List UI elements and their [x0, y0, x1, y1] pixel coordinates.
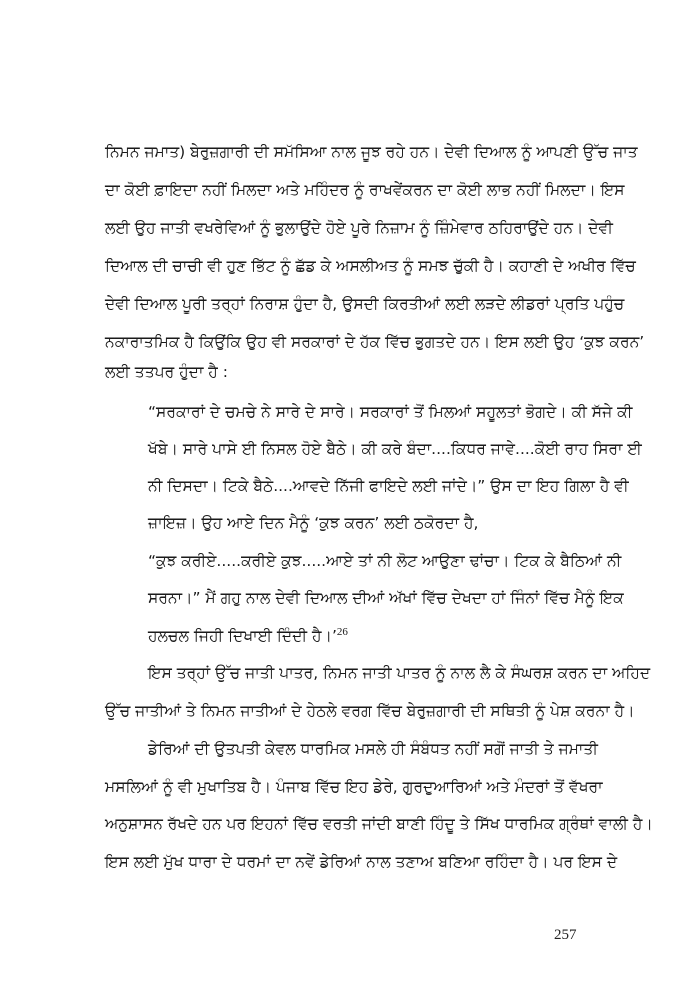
- page-number: 257: [554, 927, 577, 943]
- text-line: ਮਸਲਿਆਂ ਨੂੰ ਵੀ ਮੁਖਾਤਿਬ ਹੈ। ਪੰਜਾਬ ਵਿੱਚ ਇਹ ਡੇਰੇ, ਗੁਰਦੁਆਰਿਆਂ ਅਤੇ ਮੰਦਰਾਂ ਤੋਂ ਵੱਖਰਾ: [105, 778, 603, 796]
- quote-line-last: [148, 626, 595, 646]
- text-line: ਦਾ ਕੋਈ ਫ਼ਾਇਦਾ ਨਹੀਂ ਮਿਲਦਾ ਅਤੇ ਮਹਿੰਦਰ ਨੂੰ ਰਾਖਵੇਂਕਰਨ ਦਾ ਕੋਈ ਲਾਭ ਨਹੀਂ ਮਿਲਦਾ। ਇਸ: [105, 181, 625, 199]
- text-line: ਲਈ ਤਤਪਰ ਹੁੰਦਾ ਹੈ :: [105, 363, 228, 381]
- text-line: ਅਨੁਸ਼ਾਸਨ ਰੱਖਦੇ ਹਨ ਪਰ ਇਹਨਾਂ ਵਿੱਚ ਵਰਤੀ ਜਾਂਦੀ ਬਾਣੀ ਹਿੰਦੂ ਤੇ ਸਿੱਖ ਧਾਰਮਿਕ ਗ੍ਰੰਥਾਂ ਵਾਲੀ ਹੈ।: [105, 815, 653, 833]
- text-line: ਦੇਵੀ ਦਿਆਲ ਪੂਰੀ ਤਰ੍ਹਾਂ ਨਿਰਾਸ਼ ਹੁੰਦਾ ਹੈ, ਉਸਦੀ ਕਿਰਤੀਆਂ ਲਈ ਲੜਦੇ ਲੀਡਰਾਂ ਪ੍ਰਤਿ ਪਹੁੰਚ: [105, 295, 625, 313]
- quote-line: ਜ਼ਾਇਜ਼। ਉਹ ਆਏ ਦਿਨ ਮੈਨੂੰ ‘ਕੁਝ ਕਰਨ’ ਲਈ ਠਕੋਰਦਾ ਹੈ,: [148, 514, 479, 532]
- text-line: ਡੇਰਿਆਂ ਦੀ ਉਤਪਤੀ ਕੇਵਲ ਧਾਰਮਿਕ ਮਸਲੇ ਹੀ ਸੰਬੰਧਤ ਨਹੀਂ ਸਗੋਂ ਜਾਤੀ ਤੇ ਜਮਾਤੀ: [148, 740, 598, 758]
- quote-line: ਨੀ ਦਿਸਦਾ। ਟਿਕੇ ਬੈਠੇ....ਆਵਦੇ ਨਿੱਜੀ ਫਾਇਦੇ ਲਈ ਜਾਂਦੇ।” ਉਸ ਦਾ ਇਹ ਗਿਲਾ ਹੈ ਵੀ: [148, 477, 629, 495]
- text-line: ਇਸ ਤਰ੍ਹਾਂ ਉੱਚ ਜਾਤੀ ਪਾਤਰ, ਨਿਮਨ ਜਾਤੀ ਪਾਤਰ ਨੂੰ ਨਾਲ ਲੈ ਕੇ ਸੰਘਰਸ਼ ਕਰਨ ਦਾ ਅਹਿਦ: [148, 664, 651, 682]
- text-line: ਲਈ ਉਹ ਜਾਤੀ ਵਖਰੇਵਿਆਂ ਨੂੰ ਭੁਲਾਉਂਦੇ ਹੋਏ ਪੂਰੇ ਨਿਜ਼ਾਮ ਨੂੰ ਜ਼ਿੰਮੇਵਾਰ ਠਹਿਰਾਉਂਦੇ ਹਨ। ਦੇਵੀ: [105, 219, 613, 237]
- text-line: ਉੱਚ ਜਾਤੀਆਂ ਤੇ ਨਿਮਨ ਜਾਤੀਆਂ ਦੇ ਹੇਠਲੇ ਵਰਗ ਵਿੱਚ ਬੇਰੁਜ਼ਗਾਰੀ ਦੀ ਸਥਿਤੀ ਨੂੰ ਪੇਸ਼ ਕਰਨਾ ਹੈ।: [105, 702, 635, 720]
- text-line: ਇਸ ਲਈ ਮੁੱਖ ਧਾਰਾ ਦੇ ਧਰਮਾਂ ਦਾ ਨਵੇਂ ਡੇਰਿਆਂ ਨਾਲ ਤਣਾਅ ਬਣਿਆ ਰਹਿੰਦਾ ਹੈ। ਪਰ ਇਸ ਦੇ: [105, 853, 618, 871]
- quote-line: ਸਰਨਾ।” ਮੈਂ ਗਹੁ ਨਾਲ ਦੇਵੀ ਦਿਆਲ ਦੀਆਂ ਅੱਖਾਂ ਵਿੱਚ ਦੇਖਦਾ ਹਾਂ ਜਿੰਨਾਂ ਵਿੱਚ ਮੈਨੂੰ ਇਕ: [148, 589, 624, 607]
- text-line: ਨਕਾਰਾਤਮਿਕ ਹੈ ਕਿਉਂਕਿ ਉਹ ਵੀ ਸਰਕਾਰਾਂ ਦੇ ਹੱਕ ਵਿੱਚ ਭੁਗਤਦੇ ਹਨ। ਇਸ ਲਈ ਉਹ ‘ਕੁਝ ਕਰਨ’: [105, 333, 645, 351]
- text-line: ਨਿਮਨ ਜਮਾਤ) ਬੇਰੁਜ਼ਗਾਰੀ ਦੀ ਸਮੱਸਿਆ ਨਾਲ ਜੂਝ ਰਹੇ ਹਨ। ਦੇਵੀ ਦਿਆਲ ਨੂੰ ਆਪਣੀ ਉੱਚ ਜਾਤ: [105, 143, 638, 161]
- quote-line: ਖੱਬੇ। ਸਾਰੇ ਪਾਸੇ ਈ ਨਿਸਲ ਹੋਏ ਬੈਠੇ। ਕੀ ਕਰੇ ਬੰਦਾ....ਕਿਧਰ ਜਾਵੇ....ਕੋਈ ਰਾਹ ਸਿਰਾ ਈ: [148, 440, 642, 458]
- quote-line: “ਸਰਕਾਰਾਂ ਦੇ ਚਮਚੇ ਨੇ ਸਾਰੇ ਦੇ ਸਾਰੇ। ਸਰਕਾਰਾਂ ਤੋਂ ਮਿਲਆਂ ਸਹੂਲਤਾਂ ਭੋਗਦੇ। ਕੀ ਸੱਜੇ ਕੀ: [148, 403, 633, 421]
- footnote-marker: 26: [336, 625, 348, 638]
- text-line: ਦਿਆਲ ਦੀ ਚਾਚੀ ਵੀ ਹੁਣ ਭਿੱਟ ਨੂੰ ਛੱਡ ਕੇ ਅਸਲੀਅਤ ਨੂੰ ਸਮਝ ਚੁੱਕੀ ਹੈ। ਕਹਾਣੀ ਦੇ ਅਖੀਰ ਵਿੱਚ: [105, 257, 636, 275]
- quote-text: ਹਲਚਲ ਜਿਹੀ ਦਿਖਾਈ ਦਿੰਦੀ ਹੈ।’: [148, 627, 337, 645]
- quote-line: “ਕੁਝ ਕਰੀਏ.....ਕਰੀਏ ਕੁਝ.....ਆਏ ਤਾਂ ਨੀ ਲੋਟ ਆਉਣਾ ਢਾਂਚਾ। ਟਿਕ ਕੇ ਬੈਠਿਆਂ ਨੀ: [148, 552, 622, 570]
